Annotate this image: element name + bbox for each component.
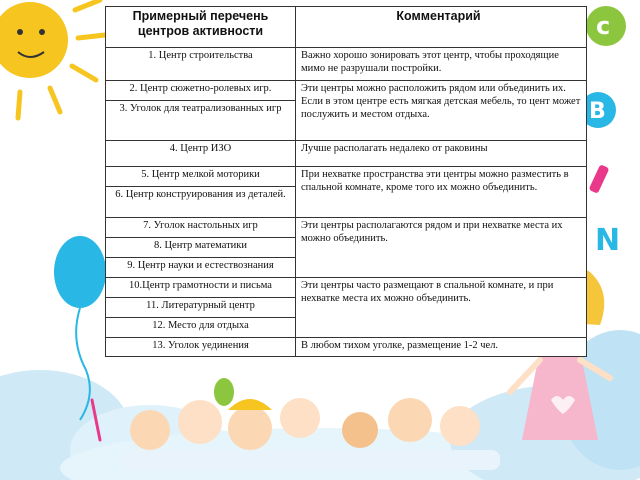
comment-row: В любом тихом уголке, размещение 1-2 чел. <box>296 337 586 357</box>
center-row: 10.Центр грамотности и письма <box>106 277 295 297</box>
center-row: 5. Центр мелкой моторики <box>106 166 295 186</box>
svg-text:B: B <box>589 99 606 124</box>
center-row: 12. Место для отдыха <box>106 317 295 337</box>
center-row: 8. Центр математики <box>106 237 295 257</box>
center-row: 6. Центр конструирования из деталей. <box>106 186 295 217</box>
letter-n-icon <box>595 223 620 258</box>
comment-row: Лучше располагать недалеко от раковины <box>296 140 586 166</box>
comment-row: Важно хорошо зонировать этот центр, чтобы проходящие мимо не разрушали постройки. <box>296 47 586 80</box>
center-row: 2. Центр сюжетно-ролевых игр. <box>106 80 295 100</box>
center-row: 3. Уголок для театрализованных игр <box>106 100 295 140</box>
letter-c-icon <box>586 6 626 46</box>
center-row: 13. Уголок уединения <box>106 337 295 357</box>
svg-text:c: c <box>596 12 611 40</box>
svg-text:N: N <box>595 223 621 258</box>
comment-row: Эти центры располагаются рядом и при нехватке места их можно объединить. <box>296 217 586 277</box>
header-centers: Примерный перечень центров активности <box>132 9 269 38</box>
header-comment: Комментарий <box>396 9 481 23</box>
sun-icon <box>0 0 105 118</box>
center-row: 1. Центр строительства <box>106 47 295 80</box>
comment-row: Эти центры часто размещают в спальной комнате, и при нехватке места их можно объединить. <box>296 277 586 337</box>
pencil-icon <box>589 164 610 194</box>
comment-row: При нехватке пространства эти центры можно разместить в спальной комнате, кроме того их можно объединить. <box>296 166 586 217</box>
center-row: 7. Уголок настольных игр <box>106 217 295 237</box>
center-row: 11. Литературный центр <box>106 297 295 317</box>
comment-row: Эти центры можно расположить рядом или объединить их. Если в этом центре есть мягкая детская мебель, то цент может послужить и местом отдыха. <box>296 80 586 166</box>
center-row: 9. Центр науки и естествознания <box>106 257 295 277</box>
green-balloon-icon <box>214 378 234 406</box>
center-row: 4. Центр ИЗО <box>106 140 295 166</box>
activity-centers-table <box>105 6 587 357</box>
